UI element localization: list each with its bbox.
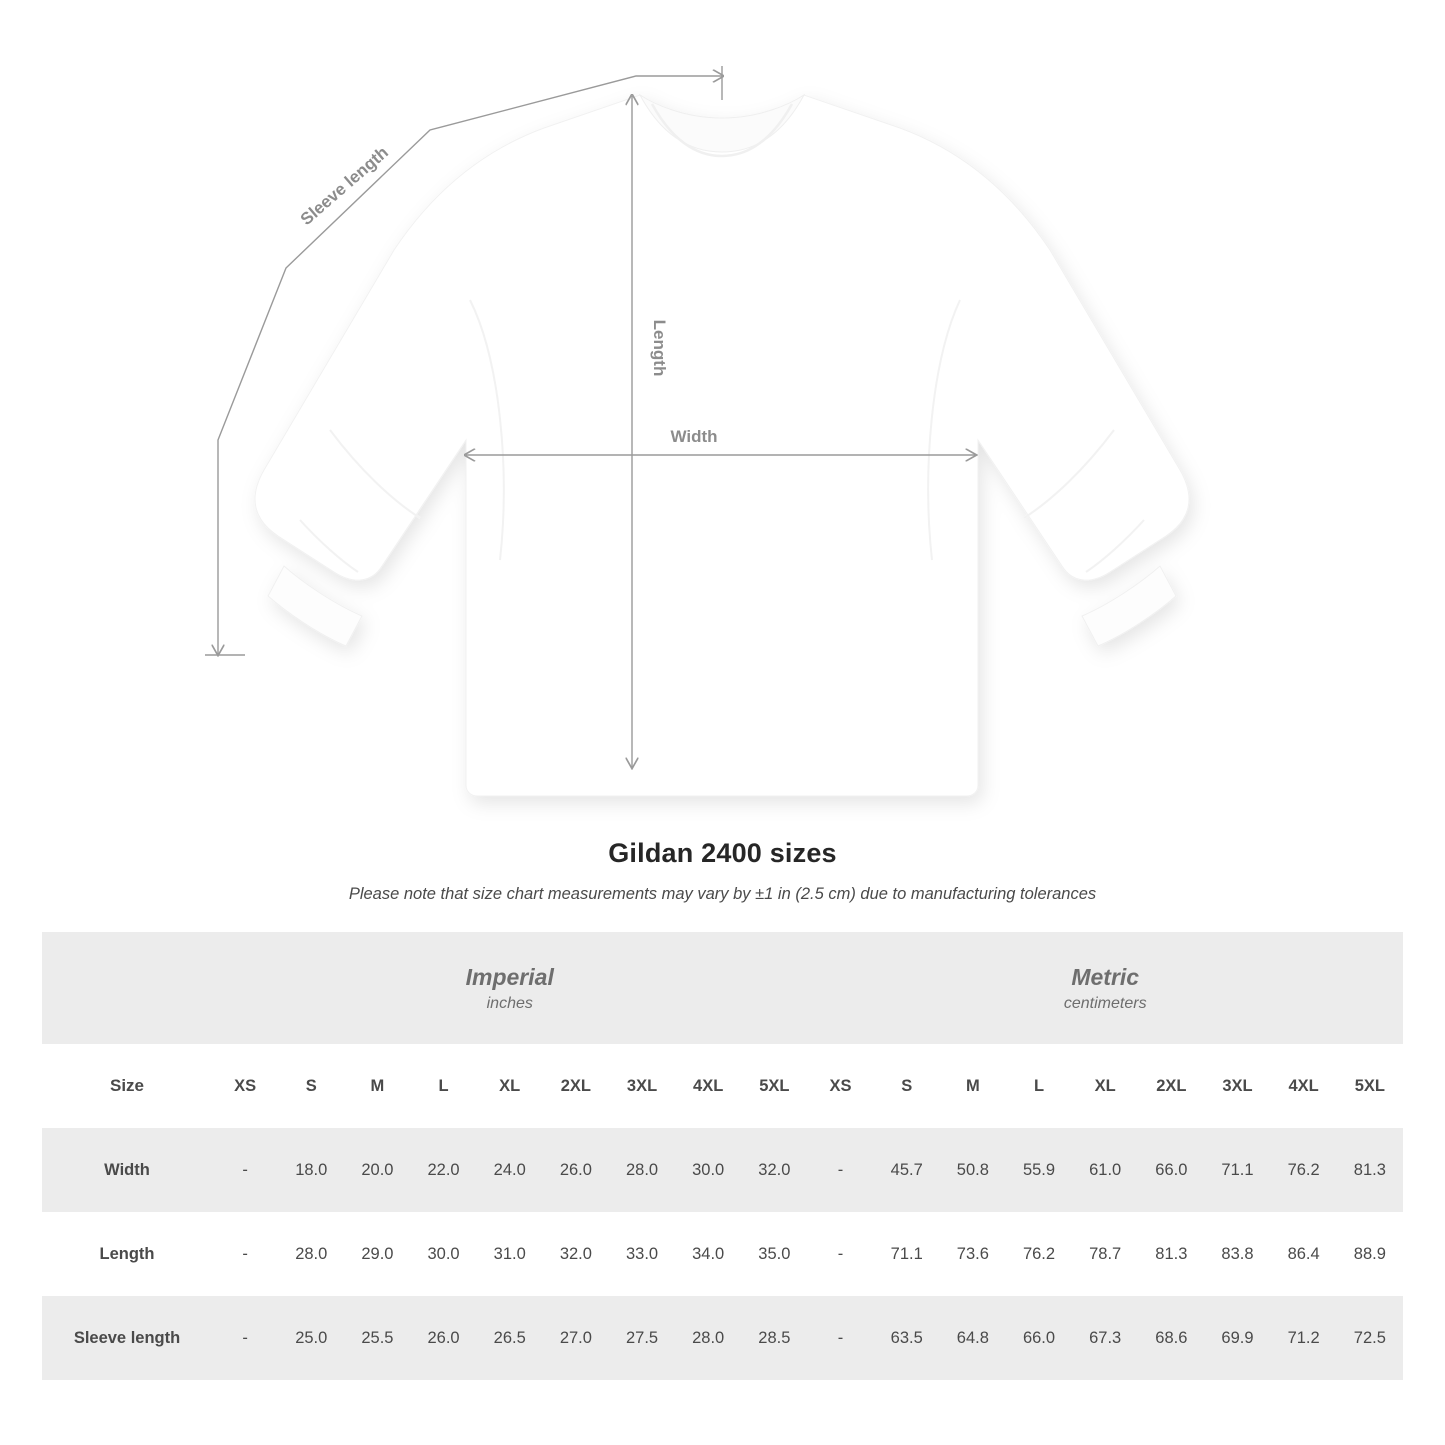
cell-width-met-5xl: 81.3 bbox=[1337, 1128, 1403, 1212]
cell-sleeve-imp-3xl: 27.5 bbox=[609, 1296, 675, 1380]
cell-width-imp-s: 18.0 bbox=[278, 1128, 344, 1212]
col-header-imp-l: L bbox=[410, 1044, 476, 1128]
row-header-size: Size bbox=[42, 1044, 212, 1128]
size-chart-table bbox=[42, 932, 1403, 1380]
cell-sleeve-met-3xl: 69.9 bbox=[1204, 1296, 1270, 1380]
cell-width-imp-5xl: 32.0 bbox=[741, 1128, 807, 1212]
unit-spacer bbox=[42, 932, 212, 1044]
col-header-met-s: S bbox=[874, 1044, 940, 1128]
table-row-sleeve-length bbox=[42, 1296, 1403, 1380]
cell-length-imp-s: 28.0 bbox=[278, 1212, 344, 1296]
col-header-imp-xl: XL bbox=[477, 1044, 543, 1128]
cell-length-met-m: 73.6 bbox=[940, 1212, 1006, 1296]
table-row-width bbox=[42, 1128, 1403, 1212]
cell-width-met-l: 55.9 bbox=[1006, 1128, 1072, 1212]
cell-width-imp-m: 20.0 bbox=[344, 1128, 410, 1212]
cell-width-imp-l: 22.0 bbox=[410, 1128, 476, 1212]
col-header-met-3xl: 3XL bbox=[1204, 1044, 1270, 1128]
cell-length-met-l: 76.2 bbox=[1006, 1212, 1072, 1296]
page-title: Gildan 2400 sizes bbox=[608, 838, 837, 868]
cell-length-imp-5xl: 35.0 bbox=[741, 1212, 807, 1296]
col-header-met-2xl: 2XL bbox=[1138, 1044, 1204, 1128]
shirt-shape bbox=[255, 95, 1189, 796]
cell-sleeve-imp-5xl: 28.5 bbox=[741, 1296, 807, 1380]
cell-length-imp-m: 29.0 bbox=[344, 1212, 410, 1296]
unit-group-imperial-name: Imperial bbox=[465, 964, 554, 991]
cell-sleeve-met-s: 63.5 bbox=[874, 1296, 940, 1380]
unit-group-metric bbox=[807, 932, 1403, 1044]
unit-group-metric-sub: centimeters bbox=[1063, 994, 1147, 1012]
cell-sleeve-imp-s: 25.0 bbox=[278, 1296, 344, 1380]
row-label-length: Length bbox=[42, 1212, 212, 1296]
cell-sleeve-met-5xl: 72.5 bbox=[1337, 1296, 1403, 1380]
cell-sleeve-met-m: 64.8 bbox=[940, 1296, 1006, 1380]
col-header-imp-2xl: 2XL bbox=[543, 1044, 609, 1128]
unit-group-metric-name: Metric bbox=[1071, 964, 1140, 991]
col-header-met-5xl: 5XL bbox=[1337, 1044, 1403, 1128]
cell-length-imp-l: 30.0 bbox=[410, 1212, 476, 1296]
cell-sleeve-imp-l: 26.0 bbox=[410, 1296, 476, 1380]
chart-title-block bbox=[0, 838, 1445, 904]
cell-sleeve-met-2xl: 68.6 bbox=[1138, 1296, 1204, 1380]
cell-length-met-xs: - bbox=[807, 1212, 873, 1296]
cell-sleeve-imp-2xl: 27.0 bbox=[543, 1296, 609, 1380]
cell-length-met-3xl: 83.8 bbox=[1204, 1212, 1270, 1296]
cell-length-imp-4xl: 34.0 bbox=[675, 1212, 741, 1296]
tolerance-note: Please note that size chart measurements may vary by ±1 in (2.5 cm) due to manufacturing tolerances bbox=[348, 885, 1097, 903]
col-header-met-4xl: 4XL bbox=[1271, 1044, 1337, 1128]
cell-width-met-4xl: 76.2 bbox=[1271, 1128, 1337, 1212]
col-header-imp-m: M bbox=[344, 1044, 410, 1128]
cell-sleeve-met-l: 66.0 bbox=[1006, 1296, 1072, 1380]
cell-width-met-xl: 61.0 bbox=[1072, 1128, 1138, 1212]
table-row-length bbox=[42, 1212, 1403, 1296]
cell-sleeve-imp-4xl: 28.0 bbox=[675, 1296, 741, 1380]
sleeve-length-label: Sleeve length bbox=[296, 142, 392, 229]
unit-header-row bbox=[42, 932, 1403, 1044]
cell-width-imp-2xl: 26.0 bbox=[543, 1128, 609, 1212]
col-header-met-m: M bbox=[940, 1044, 1006, 1128]
col-header-met-xl: XL bbox=[1072, 1044, 1138, 1128]
width-label: Width bbox=[670, 427, 718, 446]
cell-length-imp-3xl: 33.0 bbox=[609, 1212, 675, 1296]
cell-length-imp-2xl: 32.0 bbox=[543, 1212, 609, 1296]
cell-width-imp-3xl: 28.0 bbox=[609, 1128, 675, 1212]
length-label: Length bbox=[650, 319, 669, 377]
size-header-row bbox=[42, 1044, 1403, 1128]
cell-width-imp-4xl: 30.0 bbox=[675, 1128, 741, 1212]
col-header-imp-5xl: 5XL bbox=[741, 1044, 807, 1128]
cell-sleeve-imp-m: 25.5 bbox=[344, 1296, 410, 1380]
cell-width-met-s: 45.7 bbox=[874, 1128, 940, 1212]
cell-length-met-4xl: 86.4 bbox=[1271, 1212, 1337, 1296]
cell-sleeve-met-4xl: 71.2 bbox=[1271, 1296, 1337, 1380]
unit-group-imperial bbox=[212, 932, 807, 1044]
row-label-width: Width bbox=[42, 1128, 212, 1212]
cell-width-met-3xl: 71.1 bbox=[1204, 1128, 1270, 1212]
cell-width-met-2xl: 66.0 bbox=[1138, 1128, 1204, 1212]
col-header-met-l: L bbox=[1006, 1044, 1072, 1128]
cell-length-met-5xl: 88.9 bbox=[1337, 1212, 1403, 1296]
col-header-imp-4xl: 4XL bbox=[675, 1044, 741, 1128]
cell-width-imp-xl: 24.0 bbox=[477, 1128, 543, 1212]
cell-length-met-2xl: 81.3 bbox=[1138, 1212, 1204, 1296]
cell-length-imp-xl: 31.0 bbox=[477, 1212, 543, 1296]
row-label-sleeve-length: Sleeve length bbox=[42, 1296, 212, 1380]
cell-length-met-xl: 78.7 bbox=[1072, 1212, 1138, 1296]
cell-sleeve-imp-xl: 26.5 bbox=[477, 1296, 543, 1380]
col-header-met-xs: XS bbox=[807, 1044, 873, 1128]
cell-sleeve-imp-xs: - bbox=[212, 1296, 278, 1380]
cell-sleeve-met-xs: - bbox=[807, 1296, 873, 1380]
cell-length-imp-xs: - bbox=[212, 1212, 278, 1296]
cell-width-met-xs: - bbox=[807, 1128, 873, 1212]
cell-width-imp-xs: - bbox=[212, 1128, 278, 1212]
cell-sleeve-met-xl: 67.3 bbox=[1072, 1296, 1138, 1380]
cell-length-met-s: 71.1 bbox=[874, 1212, 940, 1296]
col-header-imp-3xl: 3XL bbox=[609, 1044, 675, 1128]
col-header-imp-s: S bbox=[278, 1044, 344, 1128]
col-header-imp-xs: XS bbox=[212, 1044, 278, 1128]
cell-width-met-m: 50.8 bbox=[940, 1128, 1006, 1212]
size-table-wrap bbox=[42, 932, 1403, 1380]
unit-group-imperial-sub: inches bbox=[486, 994, 533, 1012]
